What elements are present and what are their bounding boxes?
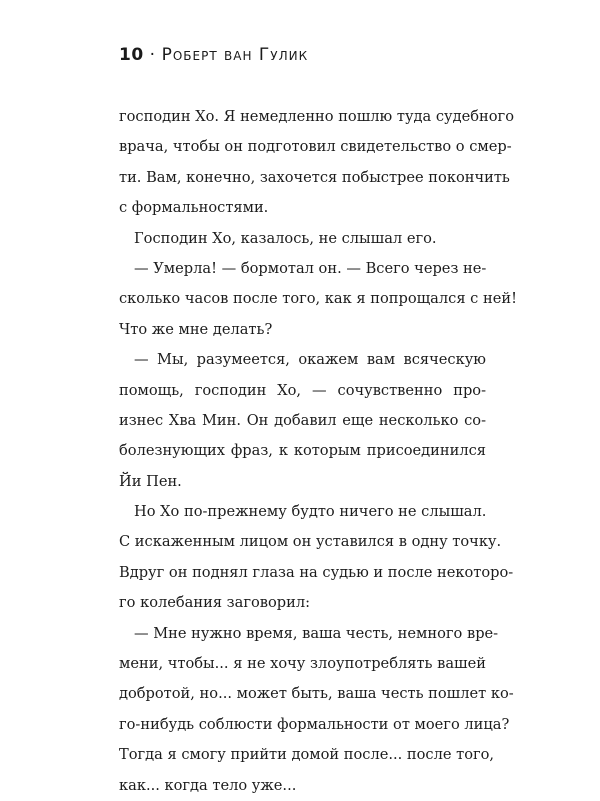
page-number: 10 (119, 45, 144, 65)
text-line: господин Хо. Я немедленно пошлю туда судебного (119, 108, 514, 125)
text-line: — Умерла! — бормотал он. — Всего через не- (134, 259, 487, 277)
header-separator: · (149, 45, 156, 65)
text-line: сколько часов после того, как я попрощался с ней! (119, 290, 517, 308)
text-line: — Мне нужно время, ваша честь, немного вре- (134, 624, 499, 642)
text-line: изнес Хва Мин. Он добавил еще несколько со- (119, 411, 486, 429)
text-line: ти. Вам, конечно, захочется побыстрее покончить (119, 168, 510, 186)
text-line: мени, чтобы... я не хочу злоупотреблять вашей (119, 655, 486, 673)
author-name: Роберт ван Гулик (161, 45, 309, 65)
text-line: Но Хо по-прежнему будто ничего не слышал. (134, 503, 487, 521)
text-line: го-нибудь соблюсти формальности от моего лица? (119, 715, 510, 733)
text-line: помощь, господин Хо, — сочувственно про- (119, 381, 486, 399)
text-line: С искаженным лицом он уставился в одну точку. (119, 533, 502, 551)
text-line: Вдруг он поднял глаза на судью и после некоторо- (119, 563, 514, 581)
text-line: Господин Хо, казалось, не слышал его. (134, 229, 437, 247)
text-line: — Мы, разумеется, окажем вам всяческую (134, 351, 486, 369)
text-line: с формальностями. (119, 199, 269, 217)
text-line: Йи Пен. (119, 472, 182, 490)
text-line: болезнующих фраз, к которым присоединился (119, 442, 486, 460)
text-line: добротой, но... может быть, ваша честь пошлет ко- (119, 685, 514, 703)
text-line: врача, чтобы он подготовил свидетельство о смер- (119, 138, 512, 156)
body-text (119, 102, 517, 801)
text-line: Что же мне делать? (119, 320, 273, 338)
text-line: Тогда я смогу прийти домой после... после того, (119, 746, 495, 764)
text-line: го колебания заговорил: (119, 594, 311, 612)
text-line: как... когда тело уже... (119, 776, 297, 794)
running-header (119, 45, 308, 65)
